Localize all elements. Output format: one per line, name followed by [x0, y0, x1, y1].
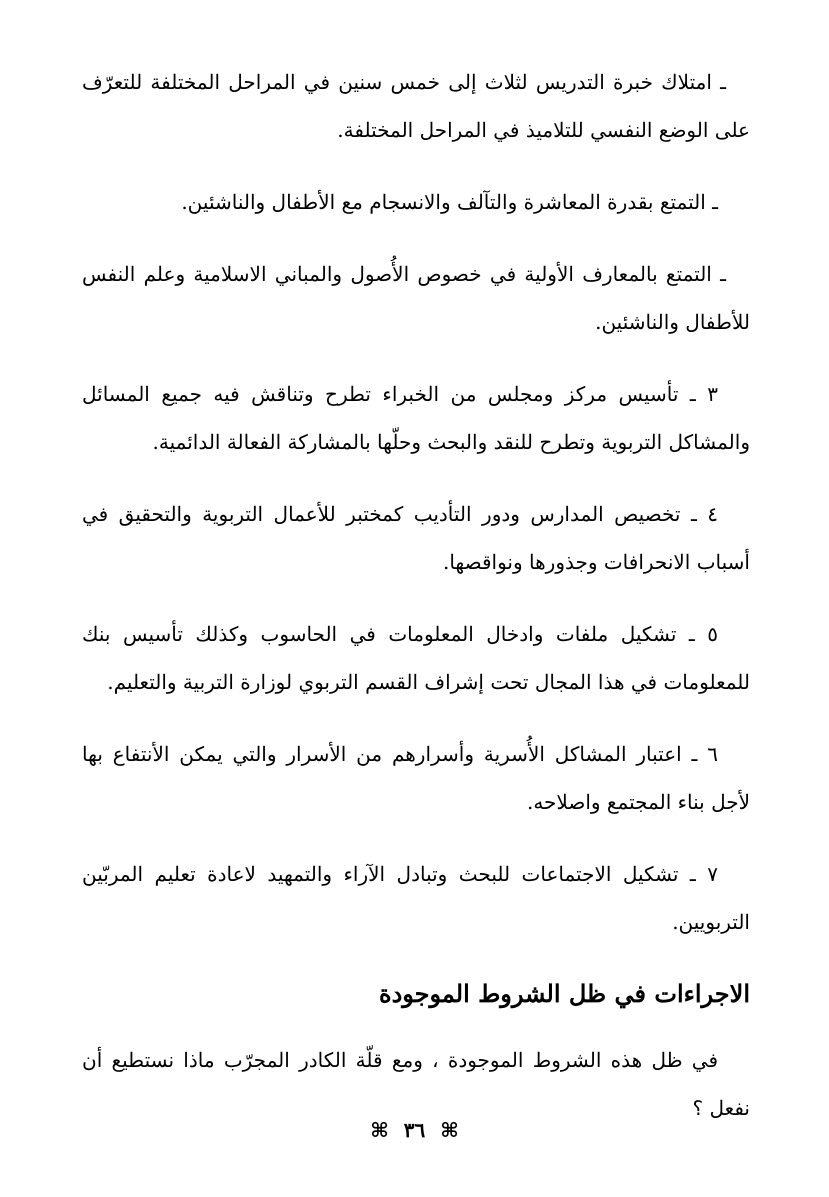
paragraph-item-5: ٥ ـ تشكيل ملفات وادخال المعلومات في الحاسوب وكذلك تأسيس بنك للمعلومات في هذا المجال تحت إشراف القسم التربوي لوزارة التربية والتعليم.	[82, 622, 750, 694]
paragraph-item-7: ٧ ـ تشكيل الاجتماعات للبحث وتبادل الآراء والتمهيد لاعادة تعليم المربّين التربويين.	[82, 862, 750, 934]
paragraph-experience: ـ امتلاك خبرة التدريس لثلاث إلى خمس سنين في المراحل المختلفة للتعرّف على الوضع النفسي للتلاميذ في المراحل المختلفة.	[82, 70, 750, 142]
paragraph-item-6: ٦ ـ اعتبار المشاكل الأُسرية وأسرارهم من الأسرار والتي يمكن الأنتفاع بها لأجل بناء المجتمع واصلاحه.	[82, 742, 750, 814]
section-heading: الاجراءات في ظل الشروط الموجودة	[379, 979, 750, 1008]
paragraph-closing: في ظل هذه الشروط الموجودة ، ومع قلّة الكادر المجرّب ماذا نستطيع أن نفعل ؟	[82, 1048, 750, 1120]
paragraph-knowledge: ـ التمتع بالمعارف الأولية في خصوص الأُصول والمباني الاسلامية وعلم النفس للأطفال والناشئين.	[82, 262, 750, 334]
ornament-icon-left: ⌘	[370, 1118, 389, 1142]
paragraph-social-ability: ـ التمتع بقدرة المعاشرة والتآلف والانسجام مع الأطفال والناشئين.	[181, 190, 718, 214]
document-page	[82, 58, 750, 1138]
page-number: ٣٦	[403, 1118, 426, 1142]
ornament-icon-right: ⌘	[440, 1118, 459, 1142]
paragraph-item-4: ٤ ـ تخصيص المدارس ودور التأديب كمختبر للأعمال التربوية والتحقيق في أسباب الانحرافات وجذورها ونواقصها.	[82, 502, 750, 574]
paragraph-item-3: ٣ ـ تأسيس مركز ومجلس من الخبراء تطرح وتناقش فيه جميع المسائل والمشاكل التربوية وتطرح للنقد والبحث وحلّها بالمشاركة الفعالة الدائمية.	[82, 382, 750, 454]
page-footer	[0, 1118, 829, 1142]
